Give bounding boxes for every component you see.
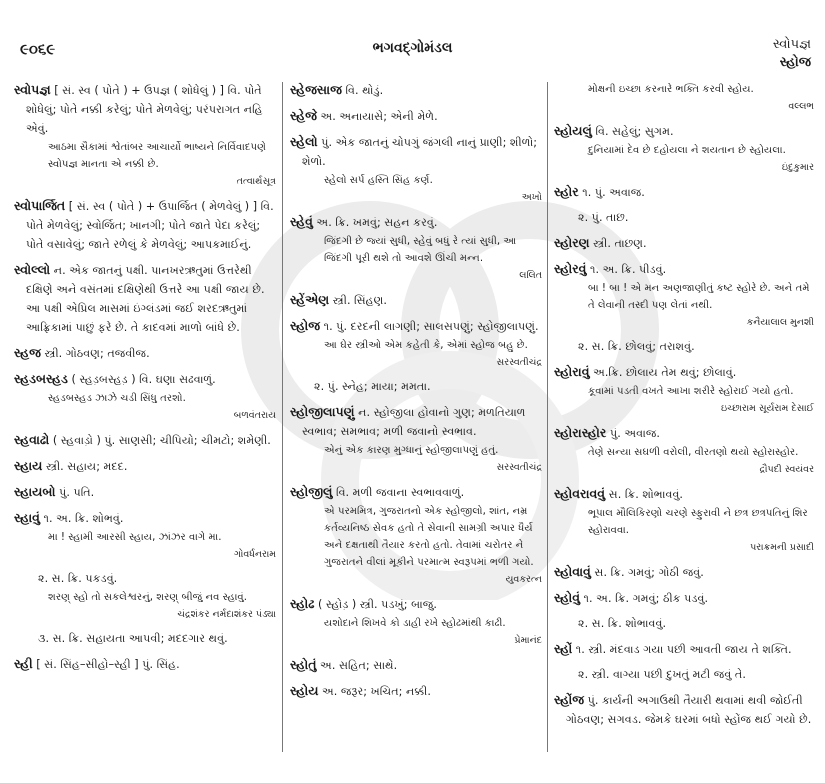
definition: સ્ત્રી. તાછણ. bbox=[589, 237, 647, 250]
headword: સ્હેલો bbox=[290, 134, 318, 149]
dictionary-entry bbox=[290, 290, 542, 310]
definition: ૧. અ. ક્રિ. પીડવું. bbox=[586, 263, 667, 276]
citation-source: બળવંતરાય bbox=[233, 410, 276, 421]
entry-definition-line bbox=[554, 233, 814, 253]
entry-definition-line bbox=[14, 482, 276, 502]
headword: સ્હજ bbox=[14, 345, 41, 360]
citation-quote bbox=[566, 505, 814, 556]
definition: સ્ત્રી. ગોઠવણ; તજવીજ. bbox=[40, 347, 150, 360]
citation-quote bbox=[302, 337, 542, 371]
dictionary-entry bbox=[554, 362, 814, 417]
citation-quote bbox=[302, 442, 542, 476]
quote-text: કૂવામાં પડતી વખતે આખા શરીરે સ્હોરાઈ ગયો હતો. bbox=[588, 386, 794, 397]
definition: ( સ્હવાડ઼ો ) પું. સાણસી; ચીપિયો; ચીમટો; શમેણી. bbox=[49, 434, 271, 447]
headword: સ્હી bbox=[14, 656, 33, 671]
headword: સ્હોજીલું bbox=[290, 484, 333, 499]
citation-source: દ્રૌપદી સ્વયંવર bbox=[759, 464, 814, 475]
entry-definition-line bbox=[14, 508, 276, 528]
entry-definition-line bbox=[290, 290, 542, 310]
citation-quote bbox=[302, 233, 542, 284]
dictionary-entry bbox=[290, 212, 542, 284]
definition: [ સં. સિંહ–સીહો–સ્હી ] પું. સિંહ. bbox=[32, 658, 180, 671]
entry-definition-line bbox=[554, 690, 814, 729]
dictionary-entry bbox=[554, 121, 814, 176]
dictionary-entry bbox=[290, 316, 542, 371]
column-3 bbox=[554, 80, 814, 735]
entry-definition-line bbox=[566, 337, 814, 356]
definition: ૩. સ. ક્રિ. સહાયતા આપવી; મદદગાર થવું. bbox=[38, 632, 228, 645]
quote-text: બા ! બા ! એ મન અણજાણીતું કષ્ટ સ્હોરે છે. અને તમે તે લેવાની તસ્દી પણ લેતાં નથી. bbox=[588, 283, 810, 311]
dictionary-entry bbox=[554, 259, 814, 331]
definition: [ સં. સ્વ ( પોતે ) + ઉપજ્ઞ ( શોધેલું ) ] વિ. પોતે શોધેલું; પોતે નક્કી કરેલું; પોતે મેળવેલું; પરંપરાગત નહિ એવું. bbox=[26, 84, 263, 135]
headword: સ્હોય bbox=[290, 683, 319, 698]
guide-word-last: સ્હોજ bbox=[779, 55, 811, 70]
entry-definition-line bbox=[554, 423, 814, 443]
entry-definition-line bbox=[302, 377, 542, 396]
definition: ૧. અ. ક્રિ. શોભવું. bbox=[39, 512, 124, 525]
entry-definition-line bbox=[14, 80, 276, 138]
definition: અ. ક્રિ. ખમવું; સહન કરવું. bbox=[312, 216, 438, 229]
headword: સ્હોયલું bbox=[554, 123, 592, 138]
citation-source: ગોવર્ધનરામ bbox=[234, 549, 276, 560]
running-title: ભગવદ્ગોમંડલ bbox=[372, 40, 453, 56]
page-number: ૯૦૬૯ bbox=[20, 40, 56, 58]
headword: સ્હડબસ્હડ bbox=[14, 371, 68, 386]
quote-text: એ પરમમિત્ર, ગુજરાતનો એક સ્હોજીલો, શાંત, નમ્ર કર્તવ્યનિષ્ઠ સેવક હતો તે સેવાની સામગ્રી અપાર ધૈર્ય અને દક્ષતાથી તૈયાર કરતો હતો. તેવામાં ચરોતર ને ગુજરાતને વીલાં મૂકીને પરમાત્મ સ્વરૂપમાં ભળી ગયો. bbox=[324, 506, 534, 568]
headword: સ્વોલ્લો bbox=[14, 262, 51, 277]
headword: સ્હાવું bbox=[14, 510, 40, 525]
definition: અ. સહિત; સાથે. bbox=[316, 659, 398, 672]
citation-source: પ્રેમાનંદ bbox=[514, 635, 542, 646]
definition: ૨. સ્ત્રી. વાગ્યા પછી દુખતું મટી જવું તે. bbox=[578, 668, 746, 681]
dictionary-entry bbox=[14, 569, 276, 623]
headword: સ્હોજીલાપણું bbox=[290, 404, 355, 419]
dictionary-entry bbox=[14, 482, 276, 502]
definition: પું. કાર્યની અગાઉથી તૈયારી થવામાં થવી જોઈતી ગોઠવણ; સગવડ. જેમકે ઘરમાં બધો સ્હોંજ થઈ ગયો છે. bbox=[566, 694, 812, 726]
definition: ( સ્હોડ઼ ) સ્ત્રી. પડખું; બાજુ. bbox=[314, 598, 437, 611]
definition: ૨. સ. ક્રિ. શોભાવવું. bbox=[578, 617, 667, 630]
citation-quote bbox=[302, 503, 542, 588]
citation-quote bbox=[302, 172, 542, 206]
column-divider bbox=[282, 82, 283, 752]
dictionary-entry bbox=[290, 482, 542, 588]
entry-definition-line bbox=[554, 362, 814, 382]
definition: સ. ક્રિ. શોભાવવું. bbox=[605, 488, 683, 501]
dictionary-entry bbox=[554, 484, 814, 556]
definition: ૧. અ. ક્રિ. ગમવું; ઠીક પડવું. bbox=[580, 592, 709, 605]
quote-text: એનું એક કારણ મુગ્ધાનું સ્હોજીલાપણું હતું. bbox=[324, 445, 499, 456]
definition: અ. જરૂર; ખચિત; નક્કી. bbox=[318, 685, 431, 698]
guide-words bbox=[773, 36, 811, 72]
dictionary-entry bbox=[554, 614, 814, 633]
citation-source: અખો bbox=[521, 192, 542, 203]
citation-source: વલ્લભ bbox=[788, 101, 814, 112]
quote-text: સ્હડબસ્હડ ઝાઝે ચડી સિંધુ તરશો. bbox=[48, 393, 186, 404]
entry-definition-line bbox=[554, 588, 814, 608]
dictionary-entry bbox=[14, 260, 276, 337]
entry-definition-line bbox=[14, 369, 276, 389]
entry-definition-line bbox=[566, 665, 814, 684]
entry-definition-line bbox=[290, 132, 542, 171]
headword: સ્હોરાવું bbox=[554, 364, 590, 379]
entry-definition-line bbox=[290, 212, 542, 232]
dictionary-entry bbox=[14, 369, 276, 424]
definition: ૨. સ. ક્રિ. પકડવું. bbox=[38, 572, 118, 585]
entry-definition-line bbox=[290, 402, 542, 441]
citation-source: કનૈયાલાલ મુનશી bbox=[746, 317, 814, 328]
dictionary-entry bbox=[554, 690, 814, 729]
definition: સ્ત્રી. સિંહણ. bbox=[329, 294, 387, 307]
citation-quote bbox=[26, 390, 276, 424]
headword: સ્હોરણ bbox=[554, 235, 590, 250]
column-2 bbox=[290, 80, 542, 707]
column-1 bbox=[14, 80, 276, 680]
definition: [ સં. સ્વ ( પોતે ) + ઉપાર્જિત ( મેળવેલું ) ] વિ. પોતે મેળવેલું; સ્વોર્જિત; ખાનગી; પોતે જાતે પેદા કરેલું; પોતે વસાવેલું; જાતે રળેલું કે મેળવેલું; આપકમાઈનું. bbox=[26, 200, 274, 251]
headword: સ્હાય bbox=[14, 458, 43, 473]
quote-text: જિંદગી છે જ્યાં સુધી, સ્હેવું બધું રે ત્યાં સુધી, આ જિંદગી પૂરી થશે તો આવશે ઊંચી મન્ન. bbox=[324, 236, 517, 264]
dictionary-entry bbox=[290, 655, 542, 675]
column-divider bbox=[547, 82, 548, 752]
headword: સ્હેંએણ bbox=[290, 292, 330, 307]
definition: ૨. પું. તાછ. bbox=[578, 211, 629, 224]
dictionary-entry bbox=[14, 196, 276, 254]
definition: ૧. પું. અવાજ. bbox=[578, 186, 645, 199]
entry-definition-line bbox=[554, 182, 814, 202]
headword: સ્હાયબો bbox=[14, 484, 56, 499]
dictionary-entry bbox=[554, 208, 814, 227]
citation-quote bbox=[26, 529, 276, 563]
entry-definition-line bbox=[566, 208, 814, 227]
dictionary-entry bbox=[554, 337, 814, 356]
dictionary-entry bbox=[14, 456, 276, 476]
citation-source: સરસ્વતીચંદ્ર bbox=[496, 357, 542, 368]
quote-text: દુનિયામાં દેવ છે દહોયલા ને શયતાન છે સ્હોયલા. bbox=[588, 145, 786, 156]
headword: સ્હોવું bbox=[554, 590, 580, 605]
dictionary-entry bbox=[14, 430, 276, 450]
entry-definition-line bbox=[554, 484, 814, 504]
citation-source: ચંદ્રશંકર નર્મદાશંકર પંડ્યા bbox=[177, 609, 276, 620]
dictionary-entry bbox=[290, 377, 542, 396]
entry-definition-line bbox=[14, 343, 276, 363]
page-header bbox=[0, 0, 825, 74]
quote-text: તેણે સન્યા સઘળી વરોલી, વીરતણો થયો સ્હોરાસ્હોર. bbox=[588, 447, 799, 458]
citation-source: લલિત bbox=[519, 270, 542, 281]
entry-definition-line bbox=[290, 482, 542, 502]
dictionary-entry bbox=[290, 681, 542, 701]
definition: ૨. સ. ક્રિ. છોલવું; તરાશવું. bbox=[578, 340, 695, 353]
dictionary-entry bbox=[554, 588, 814, 608]
quote-text: મા ! સ્હામી આરસી સ્હાય, ઝાંઝર વાગે મા. bbox=[48, 532, 222, 543]
citation-quote bbox=[566, 280, 814, 331]
entry-definition-line bbox=[26, 569, 276, 588]
quote-text: આઠમા સૈકામાં શ્વેતાંબર આચાર્યો ભાષ્યને નિર્વિવાદપણે સ્વોપજ્ઞ માનતા એ નક્કી છે. bbox=[48, 142, 267, 170]
dictionary-entry bbox=[554, 562, 814, 582]
entry-definition-line bbox=[14, 654, 276, 674]
headword: સ્વોપજ્ઞ bbox=[14, 82, 51, 97]
headword: સ્હોંજ bbox=[554, 692, 585, 707]
headword: સ્હોરાસ્હોર bbox=[554, 425, 607, 440]
headword: સ્હોં bbox=[554, 641, 573, 656]
entry-definition-line bbox=[554, 639, 814, 659]
entry-definition-line bbox=[290, 594, 542, 614]
dictionary-entry bbox=[14, 629, 276, 648]
definition: ન. સ્હોજીલા હોવાનો ગુણ; મળતિયાળ સ્વભાવ; સમભાવ; મળી જવાનો સ્વભાવ. bbox=[302, 406, 526, 438]
headword: સ્હેવું bbox=[290, 214, 313, 229]
headword: સ્હોર bbox=[554, 184, 579, 199]
dictionary-entry bbox=[14, 654, 276, 674]
citation-source: તત્વાર્થસૂત્ર bbox=[236, 176, 276, 187]
citation-source: યુવકરત્ન bbox=[505, 574, 542, 585]
dictionary-entry bbox=[554, 182, 814, 202]
headword: સ્હોરવું bbox=[554, 261, 587, 276]
citation-source: ઇંદુકુમાર bbox=[781, 162, 814, 173]
definition: અ. અનાયાસે; એની મેળે. bbox=[316, 110, 438, 123]
definition: સ. ક્રિ. ગમવું; ગોઠી જવું. bbox=[590, 566, 704, 579]
definition: ( સ્હડ઼બસ્હડ઼ ) વિ. ઘણા સઢવાળું. bbox=[67, 373, 216, 386]
definition: અ.ક્રિ. છોલાય તેમ થવું; છોલાવું. bbox=[589, 366, 737, 379]
dictionary-entry bbox=[554, 233, 814, 253]
citation-source: સરસ્વતીચંદ્ર bbox=[496, 462, 542, 473]
quote-text: આ ઘેર સ્ત્રીઓ એમ કહેતી કે, એમાં સ્હોજ બહુ છે. bbox=[324, 340, 528, 351]
entry-definition-line bbox=[14, 260, 276, 337]
headword: સ્હોવાવું bbox=[554, 564, 591, 579]
definition: ૨. પું. સ્નેહ; માયા; મમતા. bbox=[314, 380, 431, 393]
headword: સ્હોતું bbox=[290, 657, 317, 672]
headword: સ્હવાઢો bbox=[14, 432, 50, 447]
entry-definition-line bbox=[554, 562, 814, 582]
quote-text: શરણ્ સ્હો તો સકલેશ્વરનું, શરણ્ બીજું નવ સ્હાવું. bbox=[48, 592, 248, 603]
quote-text: ભૂપાલ મૌલિકિરણો ચરણે સ્ફુરાવી ને છત્ર છત્રપતિનું શિર સ્હોરાવવા. bbox=[588, 508, 808, 536]
headword: સ્હોવરાવવું bbox=[554, 486, 606, 501]
dictionary-entry bbox=[290, 80, 542, 100]
headword: સ્હોઢ bbox=[290, 596, 315, 611]
dictionary-entry bbox=[14, 343, 276, 363]
definition: ૧. પું. દરદની લાગણી; સાલસપણું; સ્હોજીલાપણું. bbox=[320, 320, 539, 333]
entry-definition-line bbox=[290, 316, 542, 336]
entry-definition-line bbox=[290, 80, 542, 100]
dictionary-entry bbox=[554, 81, 814, 115]
quote-text: મોક્ષની ઇચ્છા કરનારે ભક્તિ કરવી સ્હોય. bbox=[588, 84, 754, 95]
definition: પું. એક જાતનું ચોપગું જંગલી નાનું પ્રાણી; શીળો; શેળો. bbox=[302, 136, 538, 168]
entry-definition-line bbox=[554, 121, 814, 141]
definition: સ્ત્રી. સહાય; મદદ. bbox=[42, 460, 128, 473]
dictionary-entry bbox=[14, 508, 276, 563]
headword: સ્હોજ bbox=[290, 318, 321, 333]
entry-definition-line bbox=[290, 106, 542, 126]
citation-quote bbox=[26, 139, 276, 190]
dictionary-entry bbox=[554, 423, 814, 478]
definition: વિ. સહેલું; સુગમ. bbox=[591, 125, 674, 138]
entry-definition-line bbox=[14, 430, 276, 450]
dictionary-entry bbox=[14, 80, 276, 190]
entry-definition-line bbox=[26, 629, 276, 648]
entry-definition-line bbox=[290, 655, 542, 675]
definition: વિ. થોડું. bbox=[341, 84, 384, 97]
definition: પું. અવાજ. bbox=[606, 427, 660, 440]
definition: વિ. મળી જવાના સ્વભાવવાળું. bbox=[332, 486, 465, 499]
citation-quote bbox=[566, 383, 814, 417]
headword: સ્હેજસાજ bbox=[290, 82, 342, 97]
dictionary-entry bbox=[554, 639, 814, 659]
entry-definition-line bbox=[14, 196, 276, 254]
headword: સ્વોપાર્જિત bbox=[14, 198, 66, 213]
dictionary-entry bbox=[290, 106, 542, 126]
dictionary-entry bbox=[290, 402, 542, 476]
dictionary-entry bbox=[290, 594, 542, 649]
definition: ન. એક જાતનું પક્ષી. પાનખરઋતુમાં ઉત્તરેથી દક્ષિણે અને વસંતમાં દક્ષિણેથી ઉત્તરે આ પક્ષી જાય છે. આ પક્ષી એપ્રિલ માસમાં ઇંગ્લંડમાં જઈ શરદઋતુમાં આફ્રિકામાં પાછું ફરે છે. તે કાદવમાં માળો બાંધે છે. bbox=[26, 264, 265, 334]
entry-definition-line bbox=[290, 681, 542, 701]
dictionary-entry bbox=[290, 132, 542, 206]
citation-source: પરાક્રમની પ્રસાદી bbox=[750, 542, 814, 553]
quote-text: યશોદાને શિખવે કો ડાહી રખે સ્હોઢમાંથી કાઢી. bbox=[324, 618, 506, 629]
entry-definition-line bbox=[554, 259, 814, 279]
definition: પું. પતિ. bbox=[55, 486, 95, 499]
guide-word-first: સ્વોપજ્ઞ bbox=[772, 37, 811, 52]
citation-quote bbox=[566, 444, 814, 478]
citation-quote bbox=[566, 81, 814, 115]
entry-definition-line bbox=[566, 614, 814, 633]
quote-text: સ્હેલો સર્પ હસ્તિ સિંહ કર્ણ. bbox=[324, 175, 433, 186]
dictionary-entry bbox=[554, 665, 814, 684]
citation-quote bbox=[302, 615, 542, 649]
citation-quote bbox=[26, 589, 276, 623]
citation-quote bbox=[566, 142, 814, 176]
headword: સ્હેજે bbox=[290, 108, 317, 123]
definition: ૧. સ્ત્રી. મંદવાડ ગયા પછી આવતી જાય તે શક્તિ. bbox=[572, 643, 792, 656]
citation-source: ઇચ્છારામ સૂર્યરામ દેસાઈ bbox=[721, 403, 814, 414]
entry-definition-line bbox=[14, 456, 276, 476]
